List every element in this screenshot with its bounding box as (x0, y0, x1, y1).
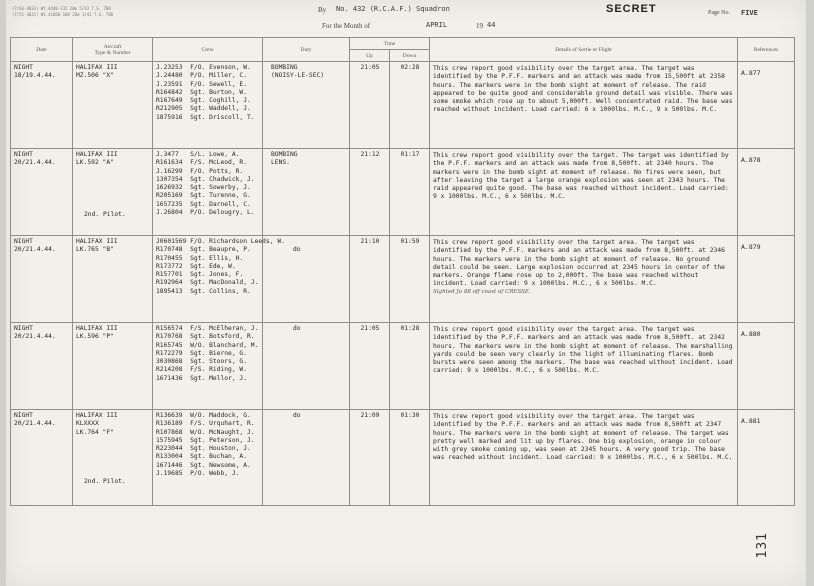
col-time: Time (350, 38, 430, 50)
folio-number: 131 (755, 531, 770, 558)
col-details: Details of Sortie or Flight (430, 38, 738, 62)
sortie-reference: A.879 (741, 243, 761, 251)
sortie-row (11, 149, 795, 236)
col-duty: Duty (263, 38, 350, 62)
sortie-details: This crew report good visibility over the target area. The target was identified by the P.F.F. markers and an attack was made from 8,500ft at 2347 hours. The markers were in the bomb sight at moment of release. The target was pretty well marked and lit up by flares. One big explosion, orange in colour with grey smoke coming up, was seen at 2345 hours. A very good trip. The base was reached without incident. Load carried: 9 x 1000lbs. M.C., 6 x 500lbs. M.C. (433, 413, 733, 462)
page-number: FIVE (741, 9, 758, 17)
sortie-details: This crew report good visibility over the target area. The target was identified by the P.F.F. markers and an attack was made from 15,500ft at 2358 hours. The markers were in the bomb sight at moment of release. The raid appeared to be quite good and considerable ground detail was visible. There was some smoke which rose up to about 5,000ft. Well concentrated raid. The base was reached without incident. Load carried: 6 x 1000lbs. M.C., 9 x 500lbs. M.C. (433, 65, 733, 114)
form-code-2: (7/51-4031) Wt.41860-108 20m 1/41 T.S. 700 (12, 12, 114, 17)
by-label: By (318, 6, 327, 14)
second-pilot-label: 2nd. Pilot. (84, 211, 126, 218)
month-label: For the Month of (322, 22, 371, 30)
sortie-duty: BOMBING (NOISY-LE-SEC) (271, 64, 325, 80)
sortie-duty: do (293, 325, 301, 332)
sortie-date: NIGHT 20/21.4.44. (14, 325, 56, 341)
sortie-time-down: 01:17 (400, 151, 420, 158)
classification-stamp: SECRET (606, 3, 657, 15)
sortie-time-up: 21:05 (360, 325, 380, 332)
sortie-aircraft: HALIFAX III LK.596 "P" (76, 325, 118, 341)
sortie-aircraft: HALIFAX III MZ.506 "X" (76, 64, 118, 80)
sortie-time-up: 21:12 (360, 151, 380, 158)
sortie-aircraft: HALIFAX III KLXXXX LK.764 "F" (76, 412, 118, 436)
sortie-time-up: 21:09 (360, 412, 380, 419)
sortie-crew: J.3477 S/L. Lowe, A. R161634 F/S. McLeod, R. J.16299 F/O. Potts, R. 1307354 Sgt. Chadwick, J. 1626932 Sgt. Sowerby, J. R205169 Sgt. Turenne, G. 1657235 Sgt. Darnell, C. J.26804 P/O. Delougry, L. (156, 151, 255, 217)
col-date: Date (11, 38, 73, 62)
sortie-duty: do (293, 412, 301, 419)
sortie-log-table (10, 37, 795, 506)
year-value: 44 (487, 21, 496, 29)
sortie-row (11, 236, 795, 323)
sortie-time-down: 02:28 (400, 64, 420, 71)
squadron-name: No. 432 (R.C.A.F.) Squadron (336, 5, 450, 13)
col-references: References (738, 38, 795, 62)
sortie-time-down: 01:30 (400, 412, 420, 419)
page-label: Page No. (708, 10, 730, 16)
operations-record-sheet (6, 0, 806, 586)
sortie-details: This crew report good visibility over the target. The target was identified by the P.F.F. markers and an attack was made from 8,500ft. at 2340 hours. The markers were in the bomb sight at moment of release. No fires were seen, but after leaving the target a large orange explosion was seen at 2343 hours. The raid appeared quite good. The base was reached without incident. Load carried: 9 x 1000lbs. M.C., 6 x 500lbs. M.C. (433, 152, 729, 201)
sortie-date: NIGHT 20/21.4.44. (14, 412, 56, 428)
sortie-details: This crew report good visibility over the target area. The target was identified by the P.F.F. markers and an attack was made from 8,500ft. at 2342 hours. The markers were in the bomb sight at moment of release. The marshalling yards could be seen very clearly in the light of illuminating flares. Bomb bursts were seen among the markers. The base was reached without incident. Load carried: 9 x 1000lbs. M.C., 6 x 500lbs. M.C. (433, 326, 733, 375)
sortie-date: NIGHT 20/21.4.44. (14, 151, 56, 167)
sortie-row (11, 323, 795, 410)
year-prefix: 19 (476, 22, 483, 30)
sortie-reference: A.881 (741, 417, 761, 425)
sortie-aircraft: HALIFAX III LK.592 "A" (76, 151, 118, 167)
sortie-date: NIGHT 20/21.4.44. (14, 238, 56, 254)
handwritten-note: Sighted Ju 88 off coast of CRESSE. (433, 288, 531, 295)
sortie-duty: BOMBING LENS. (271, 151, 298, 167)
form-code-1: (7/63-4033) Wt.4440-232 20m 5/43 T.S. 700 (12, 6, 111, 11)
sortie-reference: A.880 (741, 330, 761, 338)
sortie-crew: J0601569 F/O. Richardson Leeds, W. R170748 Sgt. Beaupre, P. R170455 Sgt. Ellis, H. R173772 Sgt. Ede, W. R157701 Sgt. Jones, F. R192964 Sgt. MacDonald, J. 1895413 Sgt. Collins, R. (156, 238, 285, 295)
sortie-crew: J.23253 F/O. Evenson, W. J.24480 P/O. Miller, C. J.23591 F/O. Sewell, E. R164842 Sgt. Burton, W. R167649 Sgt. Coghill, J. R212905 Sgt. Waddell, J. 1875916 Sgt. Driscoll, T. (156, 64, 255, 121)
sortie-aircraft: HALIFAX III LK.765 "B" (76, 238, 118, 254)
second-pilot-label: 2nd. Pilot. (84, 478, 126, 485)
month-value: APRIL (426, 21, 448, 29)
sortie-time-up: 21:05 (360, 64, 380, 71)
sortie-reference: A.878 (741, 156, 761, 164)
col-crew: Crew (153, 38, 263, 62)
col-time-up: Up (350, 50, 390, 62)
sortie-crew: R136639 W/O. Maddock, G. R136189 F/S. Urquhart, R. R107868 W/O. McNaught, J. 1575945 Sgt. Peterson, J. R223044 Sgt. Houston, J. R133004 Sgt. Buchan, A. 1671446 Sgt. Newsome, A. J.19685 P/O. Webb, J. (156, 412, 255, 478)
sortie-details: This crew report good visibility over the target area. The target was identified by the P.F.F. markers and an attack was made from 8,500ft. at 2346 hours. The markers were in the bomb sight at moment of release. No ground detail could be seen. Large explosion occurred at 2345 hours in center of the markers. Orange flame rose up to 2,000ft. The base was reached without incident. Load carried: 9 x 1000lbs. M.C., 6 x 500lbs. M.C. (433, 239, 725, 288)
sortie-row (11, 62, 795, 149)
sortie-time-down: 01:28 (400, 325, 420, 332)
sortie-row (11, 410, 795, 506)
col-aircraft: Aircraft Type & Number (73, 38, 153, 62)
sortie-crew: R156574 F/S. McElheran, J. R170768 Sgt. Botsford, R. R165745 W/O. Blanchard, M. R172279 Sgt. Bierne, G. 3030868 Sgt. Stoors, G. R214208 F/S. Riding, W. 1671436 Sgt. Mellor, J. (156, 325, 259, 382)
sortie-time-down: 01:59 (400, 238, 420, 245)
sortie-date: NIGHT 18/19.4.44. (14, 64, 56, 80)
col-time-down: Down (390, 50, 430, 62)
sortie-duty: do (293, 246, 301, 253)
sortie-time-up: 21:10 (360, 238, 380, 245)
sortie-reference: A.877 (741, 69, 761, 77)
